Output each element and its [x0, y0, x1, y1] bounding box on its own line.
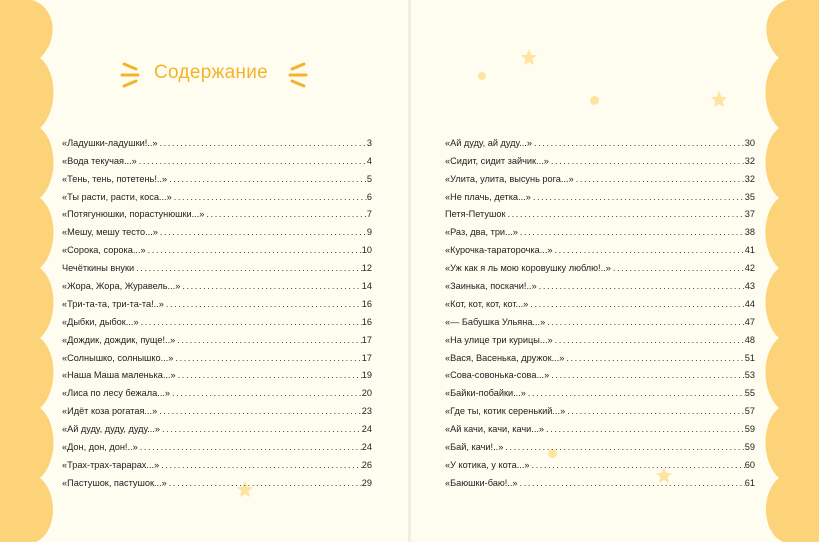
- toc-entry-page: 10: [361, 245, 372, 256]
- toc-entry-title: Петя-Петушок: [445, 209, 506, 220]
- toc-entry: [62, 470, 372, 488]
- toc-entry-page: 16: [361, 298, 372, 309]
- dot-leader: [170, 388, 362, 398]
- toc-entry-page: 43: [744, 281, 755, 292]
- toc-entry-page: 38: [744, 227, 755, 238]
- toc-entry: [445, 434, 755, 452]
- toc-entry: [445, 363, 755, 381]
- toc-entry-page: 12: [361, 263, 372, 274]
- toc-entry: [62, 380, 372, 398]
- toc-entry: [445, 452, 755, 470]
- toc-entry-title: «Улита, улита, высунь рога...»: [445, 173, 574, 184]
- toc-entry: [445, 380, 755, 398]
- dot-leader: [164, 299, 362, 309]
- dot-leader: [172, 192, 367, 202]
- toc-entry-page: 3: [366, 137, 372, 148]
- scalloped-border-left: [0, 0, 70, 542]
- dot-leader: [503, 442, 744, 452]
- toc-entry-title: «Ай качи, качи, качи...»: [445, 424, 545, 435]
- dot-leader: [180, 281, 361, 291]
- toc-entry-title: «Ладушки-ладушки!..»: [62, 137, 158, 148]
- dot-leader: [505, 209, 744, 219]
- toc-entry: [445, 345, 755, 363]
- toc-entry-page: 32: [744, 173, 755, 184]
- dot-leader: [537, 281, 745, 291]
- toc-entry-page: 19: [361, 370, 372, 381]
- toc-entry: [445, 416, 755, 434]
- dot-leader: [158, 227, 367, 237]
- dot-leader: [159, 460, 362, 470]
- toc-entry: [445, 184, 755, 202]
- sun-rays-icon: [284, 58, 310, 92]
- toc-entry-title: «Дон, дон, дон!..»: [62, 442, 138, 453]
- toc-entry-title: «Дождик, дождик, пуще!..»: [62, 334, 176, 345]
- toc-entry: [62, 309, 372, 327]
- toc-entry-title: «Три-та-та, три-та-та!..»: [62, 298, 164, 309]
- toc-entry-title: «Мешу, мешу тесто...»: [62, 227, 158, 238]
- toc-entry-title: «Тень, тень, потетень!..»: [62, 173, 168, 184]
- toc-entry-page: 53: [744, 370, 755, 381]
- toc-entry-page: 44: [744, 298, 755, 309]
- toc-entry: [62, 363, 372, 381]
- toc-entry-page: 35: [744, 191, 755, 202]
- toc-entry: [445, 309, 755, 327]
- dot-leader: [549, 370, 745, 380]
- dot-leader: [137, 156, 367, 166]
- toc-entry-page: 57: [744, 406, 755, 417]
- toc-entry-title: «Жора, Жора, Журавель...»: [62, 281, 181, 292]
- toc-entry-title: «Вода текучая...»: [62, 155, 137, 166]
- toc-entry: [62, 166, 372, 184]
- toc-entry-page: 26: [361, 459, 372, 470]
- toc-entry-page: 55: [744, 388, 755, 399]
- toc-entry-page: 20: [361, 388, 372, 399]
- dot-icon: [478, 72, 486, 80]
- toc-entry-title: «Дыбки, дыбок...»: [62, 316, 139, 327]
- toc-entry-title: «Кот, кот, кот, кот...»: [445, 298, 529, 309]
- dot-icon: [590, 96, 599, 105]
- toc-entry: [62, 291, 372, 309]
- toc-entry-page: 16: [361, 316, 372, 327]
- toc-entry: [445, 398, 755, 416]
- toc-left-column: [62, 130, 372, 488]
- toc-entry-page: 17: [361, 334, 372, 345]
- toc-entry: [62, 148, 372, 166]
- toc-entry: [62, 130, 372, 148]
- dot-leader: [526, 388, 745, 398]
- toc-entry-page: 42: [744, 263, 755, 274]
- toc-entry-title: «Сова-совонька-сова...»: [445, 370, 550, 381]
- toc-entry-page: 30: [744, 137, 755, 148]
- toc-entry-title: «Раз, два, три...»: [445, 227, 518, 238]
- toc-entry-title: «Ай дуду, дуду, дуду...»: [62, 424, 160, 435]
- toc-entry: [62, 202, 372, 220]
- toc-entry-page: 41: [744, 245, 755, 256]
- dot-leader: [549, 156, 745, 166]
- title-block: [118, 58, 308, 92]
- dot-leader: [544, 424, 745, 434]
- dot-leader: [518, 478, 745, 488]
- dot-leader: [138, 442, 362, 452]
- star-icon: [710, 90, 728, 108]
- dot-leader: [574, 174, 745, 184]
- toc-entry-page: 6: [366, 191, 372, 202]
- toc-entry-page: 61: [744, 477, 755, 488]
- toc-entry: [445, 327, 755, 345]
- toc-entry-title: «Уж как я ль мою коровушку люблю!..»: [445, 263, 611, 274]
- book-spine: [408, 0, 411, 542]
- dot-leader: [157, 406, 362, 416]
- toc-entry-page: 14: [361, 281, 372, 292]
- toc-entry-title: «У котика, у кота...»: [445, 459, 530, 470]
- dot-leader: [175, 335, 362, 345]
- toc-entry: [445, 130, 755, 148]
- toc-entry-page: 4: [366, 155, 372, 166]
- dot-leader: [167, 174, 367, 184]
- toc-entry: [62, 452, 372, 470]
- toc-entry: [445, 237, 755, 255]
- toc-entry: [445, 148, 755, 166]
- toc-entry: [62, 219, 372, 237]
- toc-entry-title: «Где ты, котик серенький...»: [445, 406, 566, 417]
- toc-entry-page: 29: [361, 477, 372, 488]
- toc-entry-page: 60: [744, 459, 755, 470]
- dot-leader: [545, 317, 745, 327]
- star-icon: [520, 48, 538, 66]
- toc-entry-title: Чечёткины внуки: [62, 263, 135, 274]
- dot-leader: [611, 263, 745, 273]
- dot-leader: [160, 424, 362, 434]
- toc-entry-page: 24: [361, 424, 372, 435]
- toc-entry-title: «Потягунюшки, порастунюшки...»: [62, 209, 205, 220]
- toc-entry: [62, 184, 372, 202]
- toc-entry-title: «Ты расти, расти, коса...»: [62, 191, 172, 202]
- toc-entry: [62, 327, 372, 345]
- toc-entry-title: «Заинька, поскачи!..»: [445, 281, 537, 292]
- toc-right-column: [445, 130, 755, 488]
- toc-entry-page: 7: [366, 209, 372, 220]
- toc-entry-page: 17: [361, 352, 372, 363]
- toc-entry-title: «На улице три курицы...»: [445, 334, 553, 345]
- toc-entry: [62, 434, 372, 452]
- toc-entry: [62, 255, 372, 273]
- toc-entry-title: «Солнышко, солнышко...»: [62, 352, 174, 363]
- toc-entry-title: «Не плачь, детка...»: [445, 191, 531, 202]
- toc-entry-title: «Ай дуду, ай дуду...»: [445, 137, 532, 148]
- toc-entry-page: 24: [361, 442, 372, 453]
- toc-entry-page: 59: [744, 424, 755, 435]
- dot-leader: [531, 192, 745, 202]
- dot-leader: [529, 460, 744, 470]
- toc-entry-page: 51: [744, 352, 755, 363]
- dot-leader: [139, 317, 362, 327]
- toc-entry-title: «Трах-трах-тарарах...»: [62, 459, 160, 470]
- toc-entry-title: «Бай, качи!..»: [445, 442, 504, 453]
- dot-leader: [553, 245, 745, 255]
- toc-entry-title: «— Бабушка Ульяна...»: [445, 316, 546, 327]
- toc-entry-page: 48: [744, 334, 755, 345]
- toc-entry-page: 37: [744, 209, 755, 220]
- toc-entry: [445, 255, 755, 273]
- toc-entry: [445, 470, 755, 488]
- toc-entry-title: «Курочка-тараторочка...»: [445, 245, 553, 256]
- dot-leader: [167, 478, 362, 488]
- toc-entry: [445, 219, 755, 237]
- page-title: Содержание: [154, 62, 269, 83]
- toc-entry-page: 47: [744, 316, 755, 327]
- toc-entry-title: «Пастушок, пастушок...»: [62, 477, 167, 488]
- toc-entry-title: «Идёт коза рогатая...»: [62, 406, 158, 417]
- dot-leader: [528, 299, 744, 309]
- toc-entry-page: 32: [744, 155, 755, 166]
- dot-leader: [158, 138, 367, 148]
- scalloped-border-right: [749, 0, 819, 542]
- dot-leader: [146, 245, 362, 255]
- dot-leader: [204, 209, 366, 219]
- sun-rays-icon: [118, 58, 144, 92]
- toc-entry-title: «Сорока, сорока...»: [62, 245, 146, 256]
- toc-entry: [62, 345, 372, 363]
- toc-entry-title: «Байки-побайки...»: [445, 388, 526, 399]
- toc-entry-title: «Баюшки-баю!..»: [445, 477, 518, 488]
- toc-entry-title: «Наша Маша маленька...»: [62, 370, 176, 381]
- dot-leader: [532, 138, 745, 148]
- toc-entry: [62, 237, 372, 255]
- toc-entry-title: «Лиса по лесу бежала...»: [62, 388, 171, 399]
- dot-leader: [565, 406, 745, 416]
- toc-entry: [445, 273, 755, 291]
- dot-leader: [176, 370, 362, 380]
- toc-entry-title: «Вася, Васенька, дружок...»: [445, 352, 565, 363]
- toc-entry: [62, 398, 372, 416]
- toc-entry-page: 9: [366, 227, 372, 238]
- toc-entry-page: 5: [366, 173, 372, 184]
- toc-entry: [445, 166, 755, 184]
- toc-entry: [445, 202, 755, 220]
- dot-leader: [173, 353, 361, 363]
- dot-leader: [518, 227, 745, 237]
- dot-leader: [134, 263, 362, 273]
- toc-entry: [445, 291, 755, 309]
- toc-entry-page: 23: [361, 406, 372, 417]
- dot-leader: [564, 353, 744, 363]
- toc-entry-page: 59: [744, 442, 755, 453]
- toc-entry: [62, 273, 372, 291]
- toc-entry-title: «Сидит, сидит зайчик...»: [445, 155, 549, 166]
- toc-entry: [62, 416, 372, 434]
- dot-leader: [553, 335, 745, 345]
